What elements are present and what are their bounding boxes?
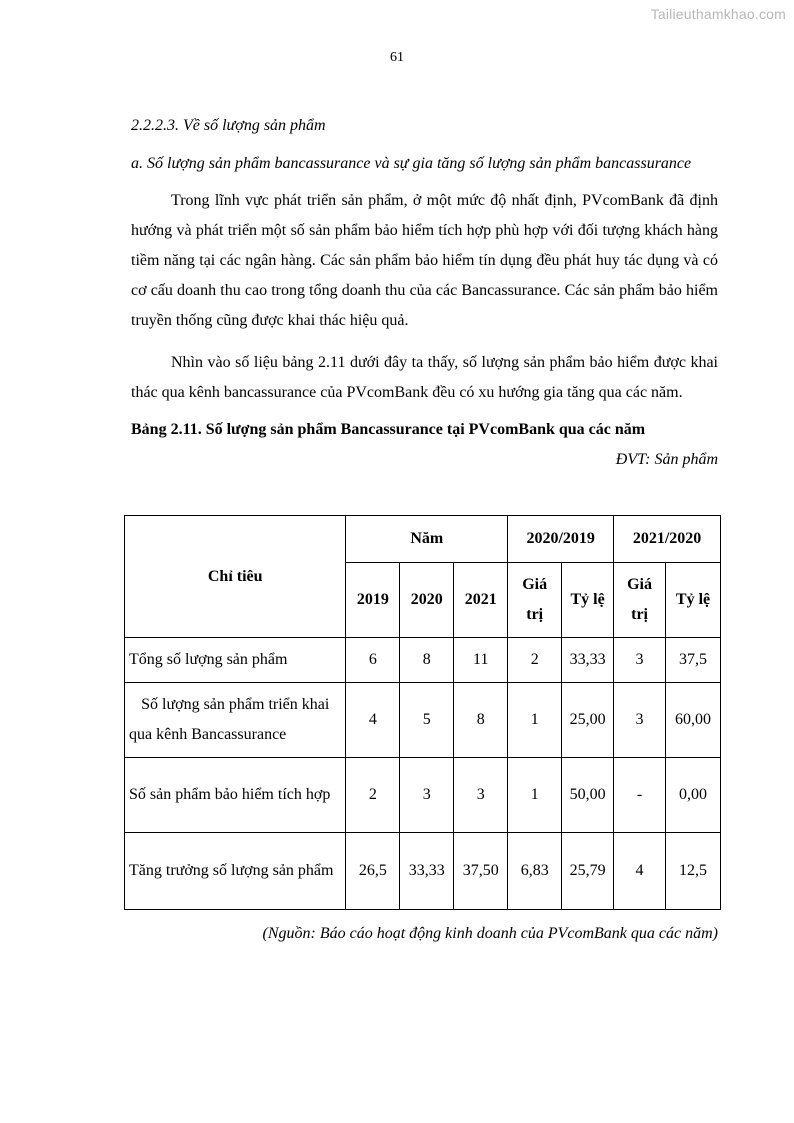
page-number: 61: [390, 50, 404, 65]
cell-2020: 8: [400, 638, 454, 683]
paragraph-2: Nhìn vào số liệu bảng 2.11 dưới đây ta thấy, số lượng sản phẩm bảo hiểm được khai thác qua kênh bancassurance của PVcomBank đều có xu hướng gia tăng qua các năm.: [131, 354, 718, 401]
section-heading: 2.2.2.3. Về số lượng sản phẩm: [131, 117, 326, 134]
header-cmp-2021-2020: 2021/2020: [614, 516, 721, 563]
cell-2020: 5: [400, 683, 454, 758]
table-header-row-1: [125, 516, 721, 563]
cell-ratio-1: 50,00: [562, 758, 614, 833]
row-label: Tăng trưởng số lượng sản phẩm: [125, 833, 346, 910]
cell-2021: 3: [454, 758, 508, 833]
cell-value-1: 2: [508, 638, 562, 683]
cell-ratio-2: 37,5: [666, 638, 721, 683]
cell-value-2: -: [614, 758, 666, 833]
header-ratio-2: Tỷ lệ: [666, 563, 721, 638]
header-ratio-1: Tỷ lệ: [562, 563, 614, 638]
cell-2019: 6: [346, 638, 400, 683]
paragraph-1: Trong lĩnh vực phát triển sản phẩm, ở một mức độ nhất định, PVcomBank đã định hướng và phát triển một số sản phẩm bảo hiểm tích hợp phù hợp với đối tượng khách hàng tiềm năng tại các ngân hàng. Các sản phẩm bảo hiểm tín dụng đều phát huy tác dụng và có cơ cấu doanh thu cao trong tổng doanh thu của các Bancassurance. Các sản phẩm bảo hiểm truyền thống cũng được khai thác hiệu quả.: [131, 192, 718, 329]
cell-2019: 26,5: [346, 833, 400, 910]
cell-ratio-1: 25,00: [562, 683, 614, 758]
table-row: [125, 758, 721, 833]
cell-2021: 11: [454, 638, 508, 683]
table-row: [125, 683, 721, 758]
table-row: [125, 833, 721, 910]
cell-ratio-2: 0,00: [666, 758, 721, 833]
row-label: Tổng số lượng sản phẩm: [125, 638, 346, 683]
header-value-2: Giá trị: [614, 563, 666, 638]
cell-2020: 3: [400, 758, 454, 833]
table-title: Bảng 2.11. Số lượng sản phẩm Bancassurance tại PVcomBank qua các năm: [131, 421, 646, 438]
header-year-2021: 2021: [454, 563, 508, 638]
body-content: [131, 114, 718, 472]
cell-ratio-1: 25,79: [562, 833, 614, 910]
header-year-2020: 2020: [400, 563, 454, 638]
cell-value-2: 3: [614, 683, 666, 758]
cell-value-1: 6,83: [508, 833, 562, 910]
cell-ratio-2: 60,00: [666, 683, 721, 758]
cell-2019: 2: [346, 758, 400, 833]
cell-ratio-1: 33,33: [562, 638, 614, 683]
header-value-1: Giá trị: [508, 563, 562, 638]
cell-value-1: 1: [508, 758, 562, 833]
table-source-note: (Nguồn: Báo cáo hoạt động kinh doanh của PVcomBank qua các năm): [262, 925, 718, 942]
header-year-2019: 2019: [346, 563, 400, 638]
watermark: Tailieuthamkhao.com: [650, 6, 786, 22]
row-label: Số lượng sản phẩm triển khai qua kênh Bancassurance: [125, 683, 346, 758]
header-indicator: Chỉ tiêu: [125, 516, 346, 638]
cell-2021: 37,50: [454, 833, 508, 910]
cell-2021: 8: [454, 683, 508, 758]
table-unit: ĐVT: Sản phẩm: [615, 451, 718, 468]
cell-2019: 4: [346, 683, 400, 758]
cell-ratio-2: 12,5: [666, 833, 721, 910]
row-label: Số sản phẩm bảo hiểm tích hợp: [125, 758, 346, 833]
cell-value-1: 1: [508, 683, 562, 758]
table-row: [125, 638, 721, 683]
cell-value-2: 3: [614, 638, 666, 683]
header-year-group: Năm: [346, 516, 508, 563]
cell-value-2: 4: [614, 833, 666, 910]
header-cmp-2020-2019: 2020/2019: [508, 516, 614, 563]
sub-heading: a. Số lượng sản phẩm bancassurance và sự gia tăng số lượng sản phẩm bancassurance: [131, 155, 692, 172]
cell-2020: 33,33: [400, 833, 454, 910]
data-table: [124, 515, 721, 910]
